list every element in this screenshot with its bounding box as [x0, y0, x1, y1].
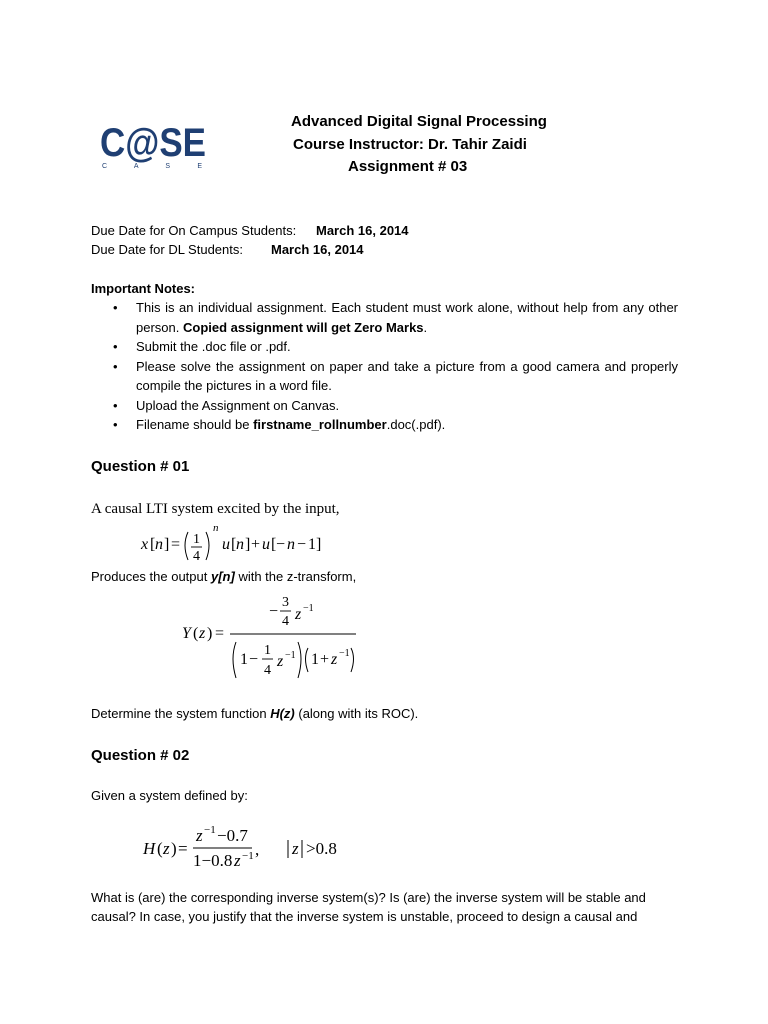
svg-text:z: z [277, 653, 284, 670]
svg-text:1: 1 [308, 536, 316, 553]
question-2-paragraph-line-2: causal? In case, you justify that the inverse system is unstable, proceed to design a causal and [91, 909, 638, 924]
assignment-number: Assignment # 03 [348, 158, 468, 175]
svg-text:[: [ [150, 536, 156, 553]
note-item: • Upload the Assignment on Canvas. [91, 396, 678, 416]
note-item: • Filename should be firstname_rollnumber.doc(.pdf). [91, 415, 678, 435]
svg-text:3: 3 [282, 595, 289, 610]
svg-text:−1: −1 [339, 648, 350, 659]
svg-text:−1: −1 [204, 824, 216, 836]
svg-text:1: 1 [264, 643, 271, 658]
svg-text:(: ( [157, 839, 163, 858]
due-date-dl-label: Due Date for DL Students: [91, 242, 243, 257]
svg-text:−0.7: −0.7 [217, 826, 248, 845]
system-function-equation [140, 818, 340, 874]
question-2-paragraph-line-1: What is (are) the corresponding inverse system(s)? Is (are) the inverse system will be stable and [91, 890, 646, 905]
note-item: • Submit the .doc file or .pdf. [91, 337, 678, 357]
svg-text:[: [ [271, 536, 277, 553]
question-1-determine-line: Determine the system function H(z) (along with its ROC). [91, 706, 419, 721]
svg-text:H: H [143, 839, 156, 858]
svg-text:z: z [163, 839, 170, 858]
due-date-campus-label: Due Date for On Campus Students: [91, 223, 297, 238]
svg-text:]: ] [316, 536, 322, 553]
svg-text:−1: −1 [285, 650, 296, 661]
svg-text:z: z [196, 826, 203, 845]
svg-text:+: + [251, 536, 261, 553]
svg-text:1: 1 [240, 651, 248, 668]
svg-text:u: u [222, 536, 230, 553]
notes-heading: Important Notes: [91, 281, 195, 296]
svg-text:Y: Y [182, 625, 191, 642]
svg-text:n: n [155, 536, 163, 553]
svg-text:z: z [199, 625, 206, 642]
output-ztransform-equation [180, 590, 362, 684]
svg-text:−: − [276, 536, 286, 553]
svg-text:4: 4 [193, 549, 200, 564]
svg-text:]: ] [245, 536, 251, 553]
svg-text:1: 1 [193, 532, 200, 547]
case-logo [98, 124, 210, 174]
svg-text:1: 1 [311, 651, 319, 668]
svg-text:=: = [171, 536, 181, 553]
svg-text:x: x [141, 536, 149, 553]
svg-text:[: [ [231, 536, 237, 553]
svg-text:=: = [215, 625, 225, 642]
svg-text:=: = [178, 839, 188, 858]
due-date-dl-value: March 16, 2014 [271, 242, 364, 257]
svg-text:n: n [287, 536, 295, 553]
svg-text:−1: −1 [303, 603, 314, 614]
svg-text:>0.8: >0.8 [306, 839, 337, 858]
logo-wordmark: C@SE [100, 124, 206, 165]
note-item: • This is an individual assignment. Each student must work alone, without help from any other person. Copied assignment will get Zero Marks. [91, 298, 678, 337]
svg-text:n: n [236, 536, 244, 553]
svg-text:(: ( [193, 625, 199, 642]
svg-text:−: − [249, 651, 259, 668]
course-instructor: Course Instructor: Dr. Tahir Zaidi [293, 136, 527, 153]
note-item: • Please solve the assignment on paper and take a picture from a good camera and properly compile the pictures in a word file. [91, 357, 678, 396]
notes-list [91, 298, 678, 435]
svg-text:z: z [292, 839, 299, 858]
svg-text:+: + [320, 651, 330, 668]
svg-text:−1: −1 [242, 850, 254, 862]
svg-text:u: u [262, 536, 270, 553]
svg-text:z: z [234, 851, 241, 870]
svg-text:1−0.8: 1−0.8 [193, 851, 233, 870]
svg-text:): ) [171, 839, 177, 858]
svg-text:4: 4 [264, 663, 271, 678]
question-2-intro: Given a system defined by: [91, 788, 248, 803]
logo-subtext: C A S E [102, 163, 202, 170]
svg-text:z: z [331, 651, 338, 668]
svg-text:]: ] [164, 536, 170, 553]
svg-text:z: z [295, 606, 302, 623]
due-date-campus-value: March 16, 2014 [316, 223, 409, 238]
svg-text:−: − [297, 536, 307, 553]
course-title: Advanced Digital Signal Processing [291, 113, 547, 130]
input-signal-equation [138, 522, 328, 568]
svg-text:,: , [255, 840, 260, 859]
svg-text:): ) [207, 625, 213, 642]
svg-text:−: − [269, 603, 279, 620]
svg-text:n: n [213, 522, 219, 534]
question-1-title: Question # 01 [91, 458, 190, 475]
question-2-title: Question # 02 [91, 747, 190, 764]
question-1-intro: A causal LTI system excited by the input, [91, 501, 340, 517]
svg-text:4: 4 [282, 614, 289, 629]
question-1-output-line: Produces the output y[n] with the z-transform, [91, 569, 357, 584]
